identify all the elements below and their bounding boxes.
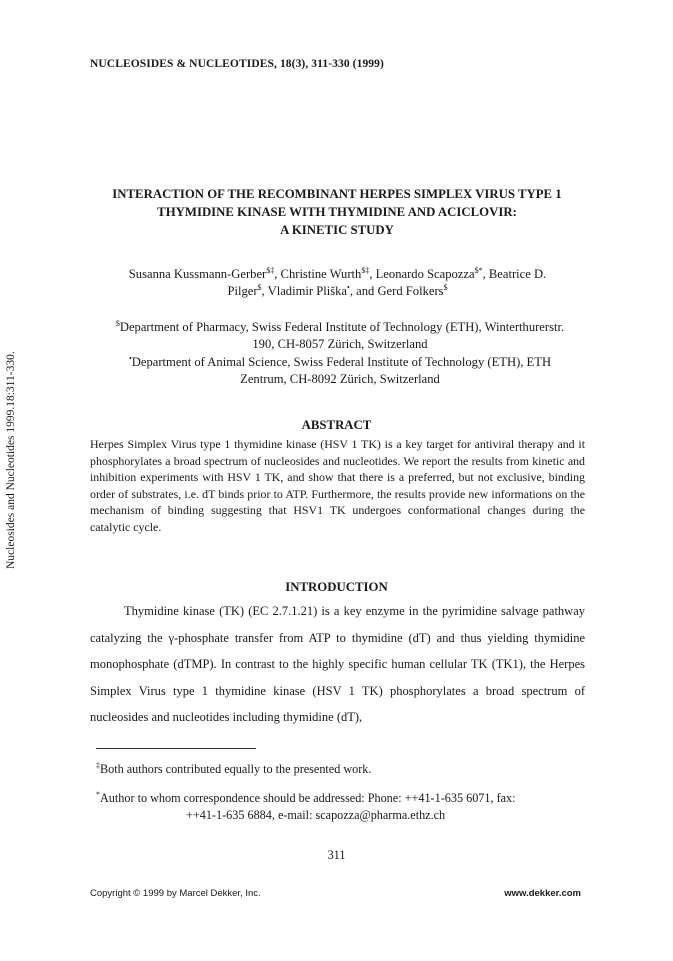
affiliation-line: Department of Pharmacy, Swiss Federal Institute of Technology (ETH), Winterthurerstr. (119, 320, 565, 334)
abstract-heading: ABSTRACT (301, 418, 372, 432)
journal-citation: NUCLEOSIDES & NUCLEOTIDES, 18(3), 311-330 (1999) (90, 58, 384, 70)
affiliation-line: 190, CH-8057 Zürich, Switzerland (252, 337, 428, 351)
author-scapozza: , Leonardo Scapozza (369, 267, 475, 281)
footnote-text: Author to whom correspondence should be addressed: Phone: ++41-1-635 6071, fax: (100, 791, 516, 805)
title-line-1: INTERACTION OF THE RECOMBINANT HERPES SIMPLEX VIRUS TYPE 1 (112, 187, 562, 201)
side-watermark: Nucleosides and Nucleotides 1999.18:311-330. (5, 351, 17, 569)
footnote-text: ++41-1-635 6884, e-mail: scapozza@pharma.ethz.ch (186, 808, 446, 822)
footnote-text: Both authors contributed equally to the presented work. (100, 762, 372, 776)
author-marker: $‡ (361, 265, 370, 275)
author-list (90, 266, 585, 300)
page-number: 311 (327, 848, 346, 862)
footnote-marker: ‡ (96, 760, 100, 770)
author-marker: $‡ (266, 265, 275, 275)
author-marker: $ (443, 282, 448, 292)
author-kussmann-gerber: Susanna Kussmann-Gerber (128, 267, 267, 281)
footnote-marker: * (96, 789, 100, 799)
title-line-2: THYMIDINE KINASE WITH THYMIDINE AND ACICLOVIR: (157, 205, 517, 219)
affiliation-pharmacy (85, 319, 595, 353)
footnote-correspondence (96, 790, 586, 824)
affiliation-line: Zentrum, CH-8092 Zürich, Switzerland (240, 372, 440, 386)
copyright-notice: Copyright © 1999 by Marcel Dekker, Inc. (90, 888, 261, 899)
affiliation-line: Department of Animal Science, Swiss Federal Institute of Technology (ETH), ETH (131, 355, 552, 369)
title-line-3: A KINETIC STUDY (280, 223, 394, 237)
author-marker: $* (474, 265, 483, 275)
author-pilger-first: , Beatrice D. (482, 267, 547, 281)
abstract-text: Herpes Simplex Virus type 1 thymidine kinase (HSV 1 TK) is a key target for antiviral therapy and it phosphorylates a broad spectrum of nucleosides and nucleotides. We report the results from kinetic and inhibition experiments with HSV 1 TK, and show that there is a preferred, but not exclusive, binding order of substrates, i.e. dT binds prior to ATP. Furthermore, the results provide new informations on the mechanism of binding suggesting that HSV1 TK undergoes conformational changes during the catalytic cycle. (90, 437, 585, 534)
introduction-heading: INTRODUCTION (285, 580, 388, 594)
footnote-equal-contribution (96, 762, 371, 777)
introduction-body: Thymidine kinase (TK) (EC 2.7.1.21) is a key enzyme in the pyrimidine salvage pathway catalyzing the γ-phosphate transfer from ATP to thymidine (dT) and thus yielding thymidine monophosphate (dTMP). In contrast to the highly specific human cellular TK (TK1), the Herpes Simplex Virus type 1 thymidine kinase (HSV 1 TK) phosphorylates a broad spectrum of nucleosides and nucleotides including thymidine (dT), (90, 604, 585, 724)
author-wurth: , Christine Wurth (274, 267, 362, 281)
affiliations (85, 319, 595, 388)
footnote-divider (96, 748, 256, 749)
author-marker: $ (257, 282, 262, 292)
affiliation-animal-science (85, 354, 595, 388)
author-folkers: , and Gerd Folkers (349, 284, 444, 298)
publisher-website: www.dekker.com (504, 888, 581, 899)
affiliation-marker: • (128, 353, 132, 363)
affiliation-marker: $ (115, 318, 120, 328)
author-pliska: , Vladimir Pliška (261, 284, 348, 298)
author-marker: • (347, 282, 350, 292)
introduction-text (90, 598, 585, 731)
paper-title (82, 185, 592, 239)
author-pilger-last: Pilger (227, 284, 258, 298)
